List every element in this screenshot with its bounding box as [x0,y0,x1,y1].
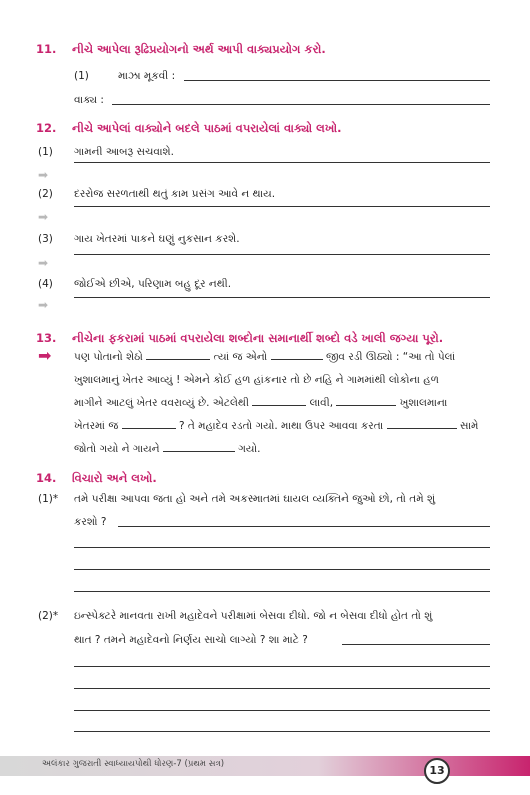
paragraph-text: ત્યાં જ એનો [213,351,268,363]
question-11-title: નીચે આપેલા રૂઢિપ્રયોગનો અર્થ આપી વાક્યપ્રયોગ કરો. [72,42,326,56]
q14-item-text: કરશો ? [74,516,107,528]
book-title: અલંકાર ગુજરાતી સ્વાધ્યાયપોથી ધોરણ-7 (પ્રથમ સત્ર) [42,759,225,769]
paragraph-text: પણ પોતાનો શેઠો [74,351,143,363]
q11-item-text: માઝા મૂકવી : [118,70,176,82]
answer-line[interactable] [74,297,490,298]
page-number: 13 [424,758,450,784]
q14-item-text: ઇન્સ્પેક્ટરે માનવતા રાખી મહાદેવને પરીક્ષામાં બેસવા દીધો. જો ન બેસવા દીધો હોત તો શું [74,610,433,622]
paragraph-text: જીવ રડી ઊઠ્યો : “આ તો પેલાં [325,351,456,363]
question-11-number: 11. [36,42,57,56]
paragraph-text: ખેતરમાં જ [74,420,119,432]
q12-item-number: (2) [38,188,53,200]
q14-item-text: થાત ? તમને મહાદેવનો નિર્ણય સાચો લાગ્યો ? શા માટે ? [74,634,308,646]
q12-item-text: ગામની આબરૂ સચવાશે. [74,146,174,158]
q12-item-text: દરરોજ સરળતાથી થતું કામ પ્રસંગ આવે ન થાય. [74,188,276,200]
fill-blank[interactable] [336,396,396,406]
question-13-heading [36,331,443,346]
answer-line[interactable] [74,547,490,548]
question-11-heading [36,42,326,57]
paragraph-text: ગયો. [238,443,261,455]
paragraph-text: લાવી, [309,397,334,409]
paragraph-text: સામે [459,420,479,432]
answer-line[interactable] [74,688,490,689]
paragraph-text: ખુશાલમાના [399,397,448,409]
question-13-title: નીચેના ફકરામાં પાઠમાં વપરાયેલા શબ્દોના સમાનાર્થી શબ્દો વડે ખાલી જગ્યા પૂરો. [72,331,444,345]
right-arrow-icon: ➡ [38,346,52,365]
question-12-title: નીચે આપેલાં વાક્યોને બદલે પાઠમાં વપરાયેલાં વાક્યો લખો. [72,121,342,135]
right-arrow-icon: ➡ [38,210,49,224]
answer-line[interactable] [74,162,490,163]
answer-line[interactable] [118,526,490,527]
answer-line[interactable] [74,254,490,255]
q14-item-text: તમે પરીક્ષા આપવા જતા હો અને તમે અકસ્માતમાં ઘાયલ વ્યક્તિને જુઓ છો, તો તમે શું [74,493,436,505]
answer-line[interactable] [74,569,490,570]
paragraph-text: જોતો ગયો ને ગાયને [74,443,160,455]
q14-item-number: (1)* [38,493,59,505]
question-14-number: 14. [36,471,57,485]
q12-item-number: (3) [38,233,53,245]
right-arrow-icon: ➡ [38,256,49,270]
question-13-number: 13. [36,331,57,345]
fill-blank[interactable] [252,396,306,406]
answer-line[interactable] [74,591,490,592]
q12-item-number: (4) [38,278,53,290]
answer-line[interactable] [342,644,490,645]
paragraph-text: ખુશાલમાનું ખેતર આવ્યું ! એમને કોઈ હળ હાંકનાર તો છે નહિ ને ગામમાંથી લોકોના હળ [74,374,439,386]
q13-paragraph [74,346,494,461]
fill-blank[interactable] [146,350,210,360]
q14-item-number: (2)* [38,610,59,622]
answer-line[interactable] [74,666,490,667]
fill-blank[interactable] [163,442,235,452]
q12-item-text: જોઈએ છીએ, પરિણામ બહુ દૂર નથી. [74,278,232,290]
q11-item-number: (1) [74,70,89,82]
right-arrow-icon: ➡ [38,298,49,312]
answer-line[interactable] [112,104,490,105]
question-12-number: 12. [36,121,57,135]
answer-line[interactable] [74,731,490,732]
paragraph-text: માગીને આટલું ખેતર વવરાવ્યું છે. એટલેથી [74,397,249,409]
question-12-heading [36,121,342,136]
q12-item-text: ગાય ખેતરમાં પાકને ઘણું નુકસાન કરશે. [74,233,240,245]
answer-line[interactable] [74,206,490,207]
q11-vakya-label: વાક્ય : [74,94,104,106]
q12-item-number: (1) [38,146,53,158]
question-14-title: વિચારો અને લખો. [72,471,157,485]
fill-blank[interactable] [271,350,323,360]
fill-blank[interactable] [122,419,176,429]
fill-blank[interactable] [387,419,457,429]
answer-line[interactable] [184,80,490,81]
right-arrow-icon: ➡ [38,168,49,182]
paragraph-text: ? તે મહાદેવ રડતો ગયો. માથા ઉપર આવવા કરતા [178,420,384,432]
question-14-heading [36,471,157,486]
answer-line[interactable] [74,710,490,711]
